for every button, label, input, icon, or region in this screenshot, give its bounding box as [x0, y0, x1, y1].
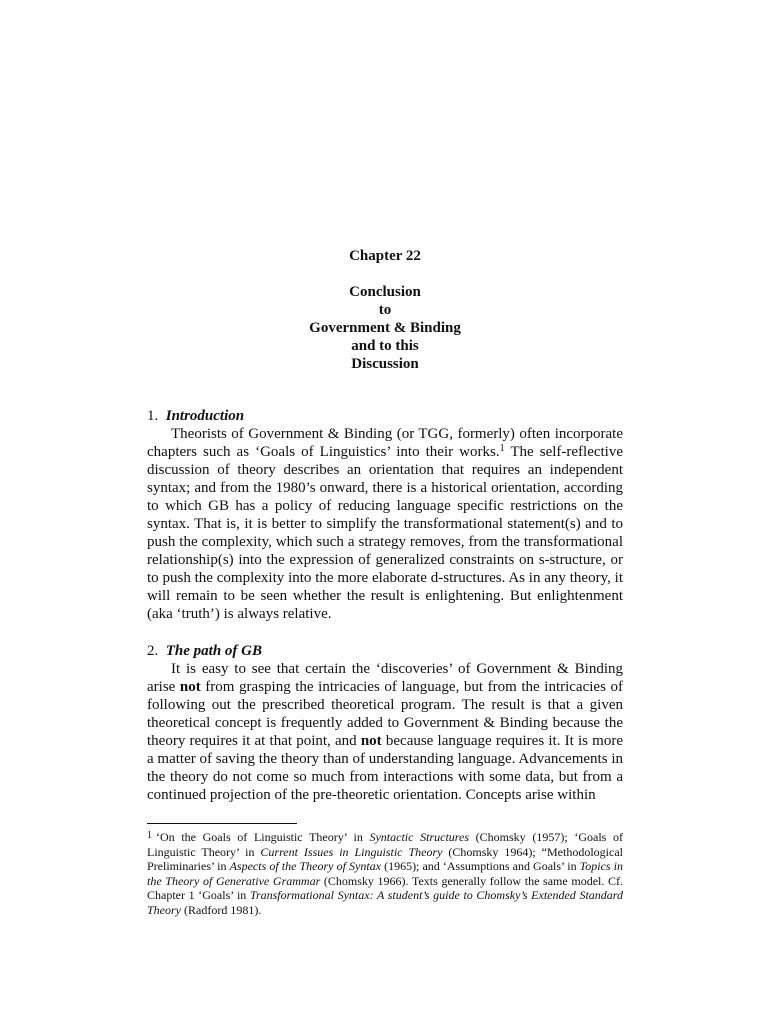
footnote-text: (Radford 1981).: [181, 902, 262, 917]
chapter-title-line: Government & Binding: [309, 320, 461, 336]
footnote-reference[interactable]: 1: [499, 443, 505, 454]
body-paragraph: [147, 660, 623, 804]
chapter-title-line: Conclusion: [349, 284, 421, 300]
citation-title: Current Issues in Linguistic Theory: [260, 844, 443, 859]
footnote-text: (Chomsky 1966). Texts generally follow the same model. Cf. Chapter 1 ‘Goals’ in: [147, 873, 624, 902]
section-heading: [147, 642, 623, 660]
section-heading: [147, 407, 623, 425]
chapter-title: [0, 283, 770, 373]
emphasis-text: not: [179, 679, 201, 695]
footnote-text: (1965); and ‘Assumptions and Goals’ in: [380, 859, 580, 873]
chapter-title-line: Discussion: [351, 356, 419, 372]
citation-title: Aspects of the Theory of Syntax: [229, 859, 381, 873]
paragraph-text: The self-reflective discussion of theory describes an orientation that requires an independent syntax; and from the 1980’s onward, there is a historical orientation, according to which GB has a policy of reducing language specific restrictions on the syntax. That is, it is better to simplify the transformational statement(s) and to push the complexity, which such a strategy removes, from the transformational relationship(s) into the expression of generalized constraints on s-structure, or to push the complexity into the more elaborate d-structures. As in any theory, it will remain to be seen whether the result is enlightening. But enlightenment (aka ‘truth’) is always relative.: [147, 444, 624, 622]
footnote-text: (Chomsky 1964); “Methodological Preliminaries’ in: [147, 844, 623, 873]
footnote-marker: 1: [147, 830, 152, 841]
citation-title: Topics in the Theory of Generative Grammar: [147, 859, 623, 888]
section-number: 1.: [147, 408, 159, 424]
paragraph-text: It is easy to see that certain the ‘discoveries’ of Government & Binding arise: [147, 661, 623, 695]
section-path-of-gb: [147, 642, 623, 804]
chapter-title-line: and to this: [351, 338, 419, 354]
chapter-label: Chapter 22: [349, 248, 421, 264]
citation-title: Transformational Syntax: A student’s guide to Chomsky’s Extended Standard Theory: [147, 888, 623, 917]
paragraph-text: because language requires it. It is more a matter of saving the theory than of understanding language. Advancements in the theory do not come so much from interactions with some data, but from a continued projection of the pre-theoretic orientation. Concepts arise within: [147, 733, 623, 803]
footnote: [147, 830, 623, 917]
body-paragraph: [147, 425, 623, 623]
section-title: Introduction: [165, 408, 245, 424]
footnote-divider: [147, 823, 297, 824]
footnote-text: (Chomsky (1957); ‘Goals of Linguistic Theory’ in: [147, 830, 623, 859]
paragraph-text: Theorists of Government & Binding (or TGG, formerly) often incorporate chapters such as ‘Goals of Linguistics’ into their works.: [147, 426, 623, 460]
emphasis-text: not: [360, 733, 382, 749]
chapter-title-line: to: [378, 302, 392, 318]
section-title: The path of GB: [165, 643, 263, 659]
section-introduction: [147, 407, 623, 623]
paragraph-text: from grasping the intricacies of language, but from the intricacies of following out the prescribed theoretical program. The result is that a given theoretical concept is frequently added to Government & Binding because the theory requires it at that point, and: [147, 679, 623, 749]
section-number: 2.: [147, 643, 159, 659]
citation-title: Syntactic Structures: [369, 830, 470, 844]
footnote-text: ‘On the Goals of Linguistic Theory’ in: [156, 830, 370, 844]
